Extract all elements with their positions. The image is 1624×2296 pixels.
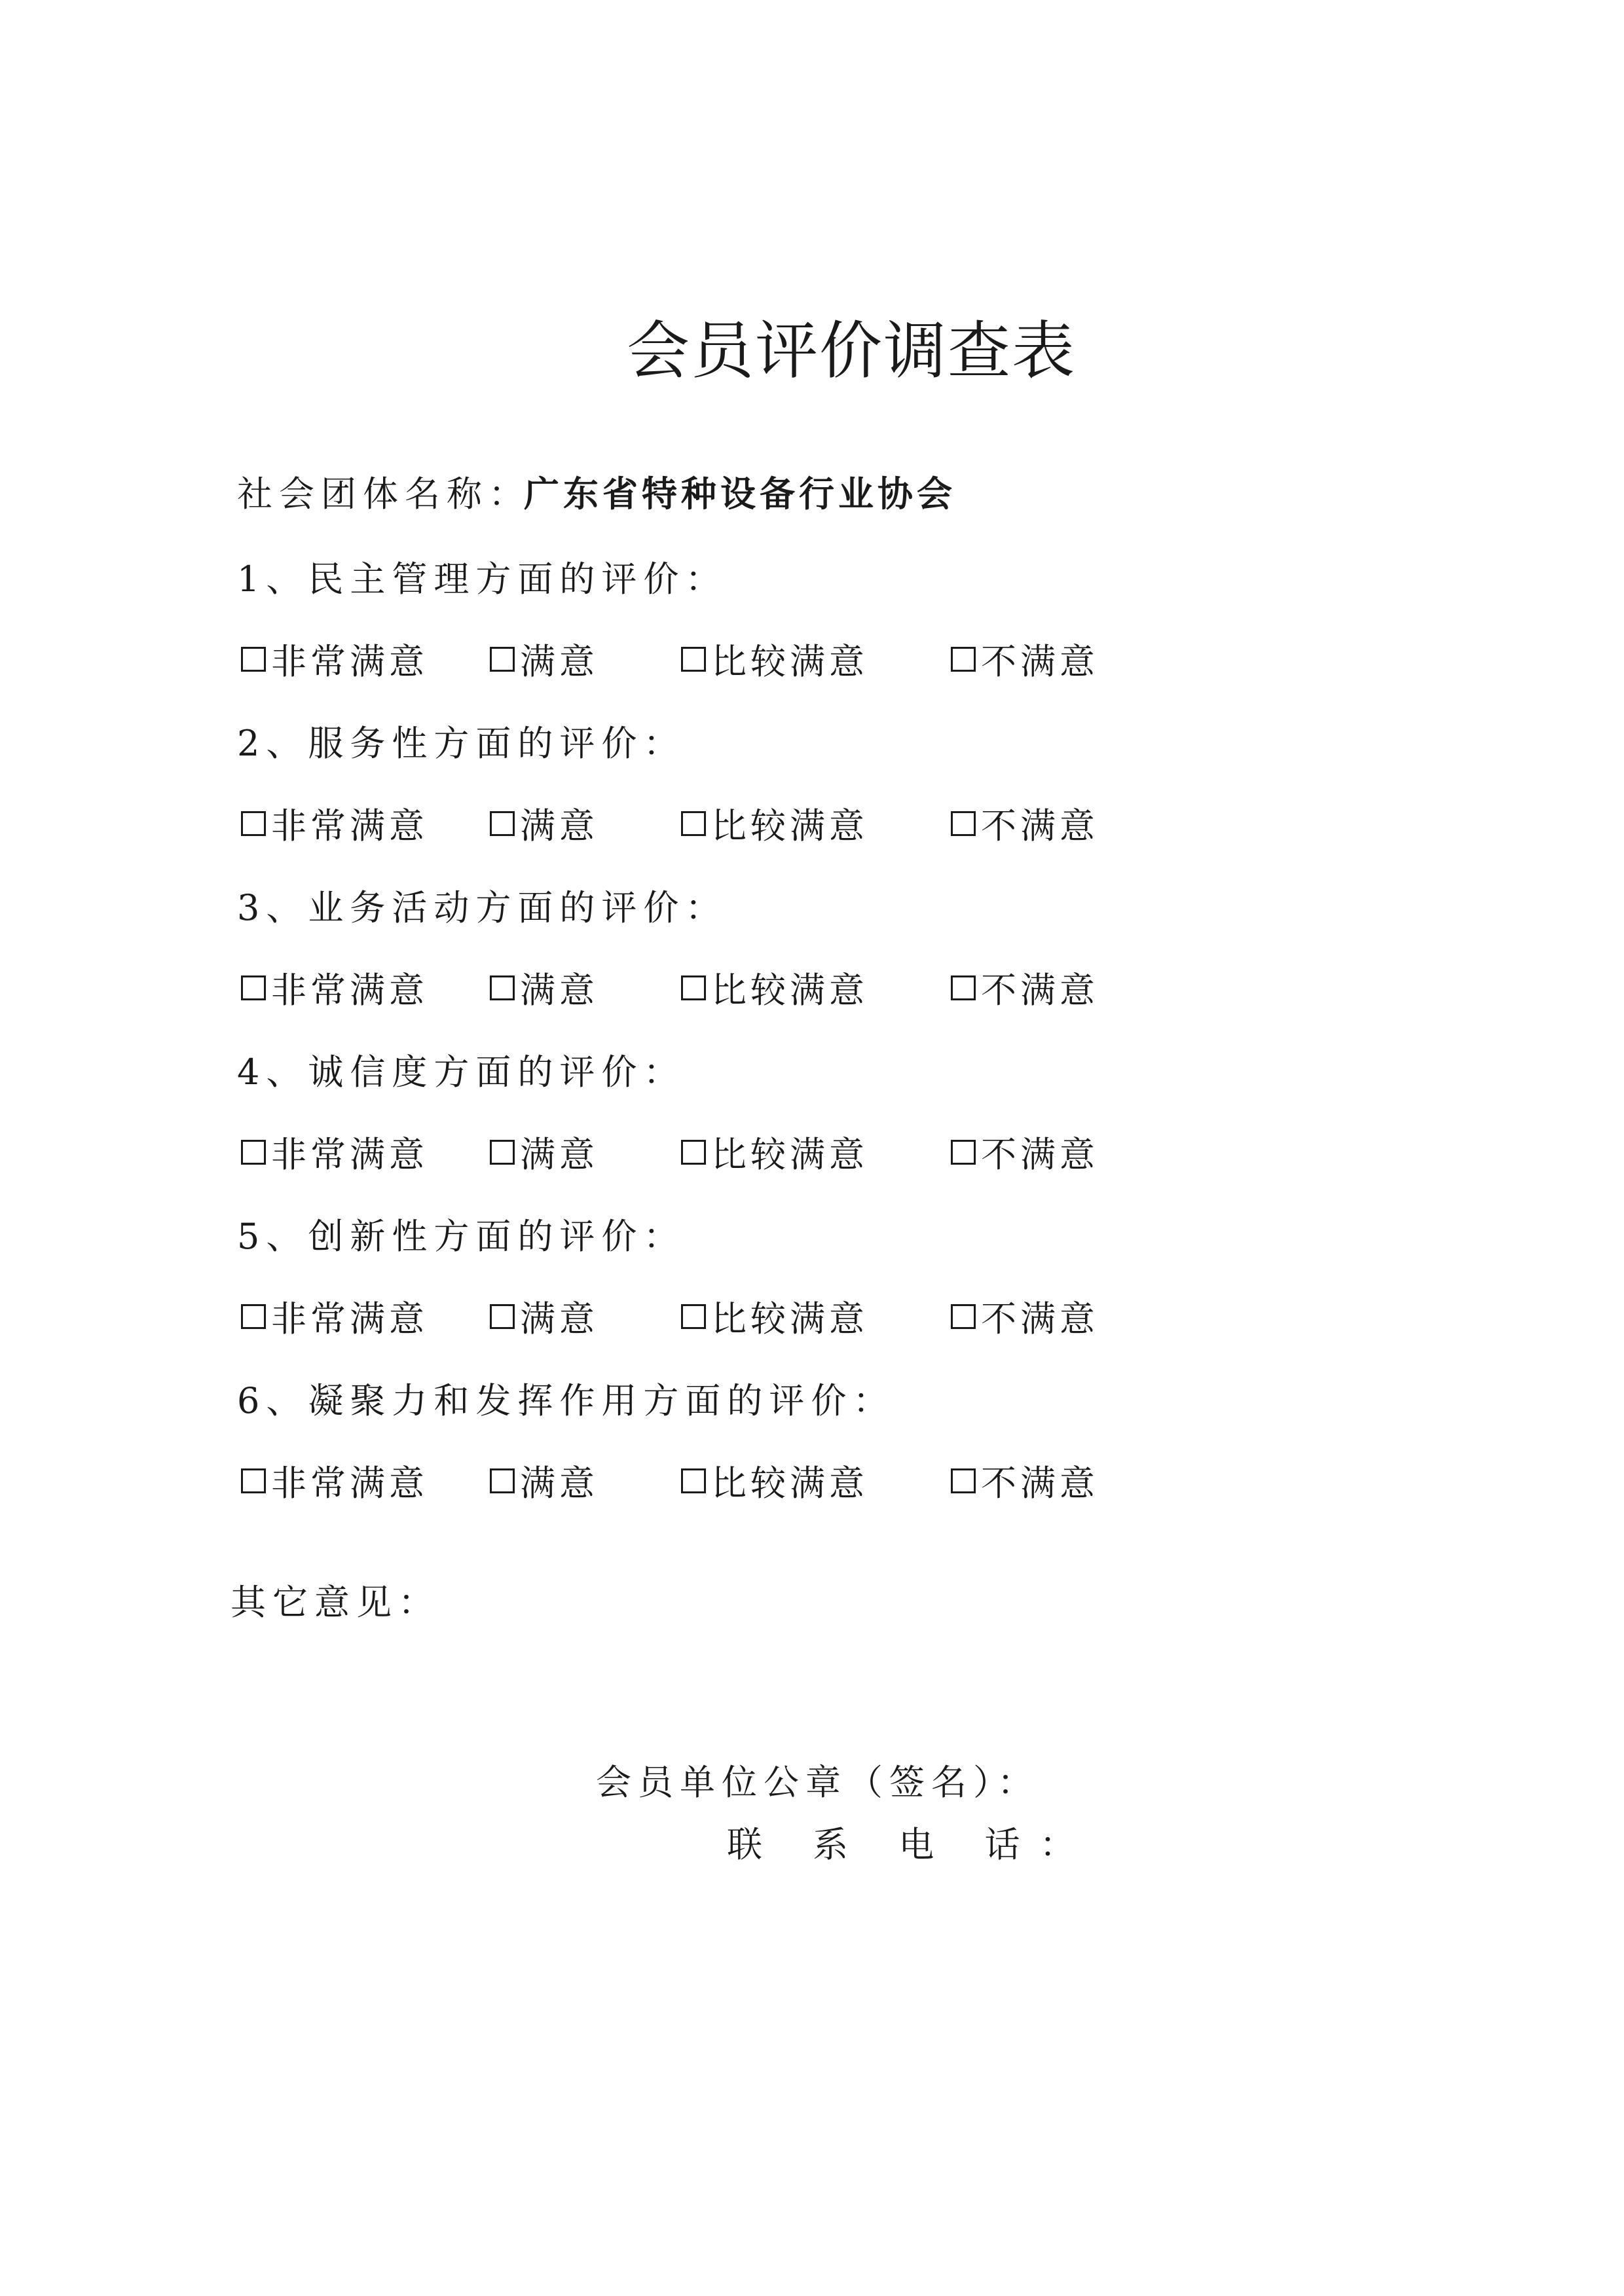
option-label: 满意 <box>520 805 599 847</box>
option-label: 非常满意 <box>271 1134 428 1175</box>
q4-option-very-satisfied[interactable] <box>241 1127 428 1177</box>
checkbox-icon[interactable] <box>951 811 976 836</box>
option-label: 非常满意 <box>271 805 428 847</box>
checkbox-icon[interactable] <box>241 811 266 836</box>
option-label: 不满意 <box>981 970 1099 1011</box>
question-1-label: 1、民主管理方面的评价： <box>237 558 728 600</box>
checkbox-icon[interactable] <box>490 1304 515 1329</box>
option-label: 满意 <box>520 1298 599 1339</box>
checkbox-icon[interactable] <box>951 1140 976 1165</box>
option-label: 满意 <box>520 970 599 1011</box>
q5-option-unsatisfied[interactable] <box>951 1291 1099 1341</box>
q5-option-very-satisfied[interactable] <box>241 1291 428 1341</box>
option-label: 不满意 <box>981 641 1099 682</box>
checkbox-icon[interactable] <box>241 647 266 672</box>
option-label: 非常满意 <box>271 1298 428 1339</box>
question-6-label: 6、凝聚力和发挥作用方面的评价： <box>237 1380 895 1421</box>
option-label: 非常满意 <box>271 1463 428 1504</box>
seal-signature-label: 会员单位公章（签名）： <box>596 1762 1039 1803</box>
q4-option-unsatisfied[interactable] <box>951 1127 1099 1177</box>
q6-option-unsatisfied[interactable] <box>951 1455 1099 1506</box>
option-label: 比较满意 <box>711 1298 868 1339</box>
q1-option-fairly-satisfied[interactable] <box>681 634 868 684</box>
checkbox-icon[interactable] <box>490 811 515 836</box>
option-label: 非常满意 <box>271 970 428 1011</box>
q2-option-very-satisfied[interactable] <box>241 798 428 848</box>
checkbox-icon[interactable] <box>951 1304 976 1329</box>
q3-option-very-satisfied[interactable] <box>241 962 428 1013</box>
checkbox-icon[interactable] <box>241 1468 266 1493</box>
checkbox-icon[interactable] <box>241 975 266 1000</box>
checkbox-icon[interactable] <box>490 1140 515 1165</box>
question-5-label: 5、创新性方面的评价： <box>237 1216 686 1257</box>
option-label: 比较满意 <box>711 970 868 1011</box>
q2-option-unsatisfied[interactable] <box>951 798 1099 848</box>
contact-phone-label: 联 系 电 话： <box>727 1824 1095 1865</box>
org-name-value: 广东省特种设备行业协会 <box>524 473 956 515</box>
question-3-label: 3、业务活动方面的评价： <box>237 887 728 928</box>
checkbox-icon[interactable] <box>681 647 706 672</box>
question-4-label: 4、诚信度方面的评价： <box>237 1051 686 1093</box>
option-label: 满意 <box>520 1134 599 1175</box>
org-name-label: 社会团体名称： <box>237 473 530 515</box>
option-label: 比较满意 <box>711 1134 868 1175</box>
q3-option-unsatisfied[interactable] <box>951 962 1099 1013</box>
option-label: 满意 <box>520 641 599 682</box>
option-label: 满意 <box>520 1463 599 1504</box>
option-label: 不满意 <box>981 805 1099 847</box>
option-label: 比较满意 <box>711 641 868 682</box>
checkbox-icon[interactable] <box>681 1468 706 1493</box>
q2-option-fairly-satisfied[interactable] <box>681 798 868 848</box>
q4-option-fairly-satisfied[interactable] <box>681 1127 868 1177</box>
q6-option-very-satisfied[interactable] <box>241 1455 428 1506</box>
q3-option-satisfied[interactable] <box>490 962 599 1013</box>
q6-option-fairly-satisfied[interactable] <box>681 1455 868 1506</box>
option-label: 比较满意 <box>711 1463 868 1504</box>
option-label: 不满意 <box>981 1463 1099 1504</box>
q1-option-very-satisfied[interactable] <box>241 634 428 684</box>
question-2-label: 2、服务性方面的评价： <box>237 723 686 764</box>
option-label: 比较满意 <box>711 805 868 847</box>
checkbox-icon[interactable] <box>681 1140 706 1165</box>
page-title: 会员评价调查表 <box>627 314 1076 388</box>
checkbox-icon[interactable] <box>490 647 515 672</box>
checkbox-icon[interactable] <box>951 647 976 672</box>
checkbox-icon[interactable] <box>951 975 976 1000</box>
option-label: 非常满意 <box>271 641 428 682</box>
q1-option-unsatisfied[interactable] <box>951 634 1099 684</box>
checkbox-icon[interactable] <box>681 811 706 836</box>
other-opinions-label: 其它意见： <box>231 1582 440 1623</box>
checkbox-icon[interactable] <box>681 1304 706 1329</box>
q5-option-fairly-satisfied[interactable] <box>681 1291 868 1341</box>
q6-option-satisfied[interactable] <box>490 1455 599 1506</box>
q5-option-satisfied[interactable] <box>490 1291 599 1341</box>
q3-option-fairly-satisfied[interactable] <box>681 962 868 1013</box>
q1-option-satisfied[interactable] <box>490 634 599 684</box>
checkbox-icon[interactable] <box>241 1304 266 1329</box>
checkbox-icon[interactable] <box>241 1140 266 1165</box>
option-label: 不满意 <box>981 1298 1099 1339</box>
option-label: 不满意 <box>981 1134 1099 1175</box>
checkbox-icon[interactable] <box>951 1468 976 1493</box>
checkbox-icon[interactable] <box>681 975 706 1000</box>
q2-option-satisfied[interactable] <box>490 798 599 848</box>
q4-option-satisfied[interactable] <box>490 1127 599 1177</box>
checkbox-icon[interactable] <box>490 1468 515 1493</box>
checkbox-icon[interactable] <box>490 975 515 1000</box>
